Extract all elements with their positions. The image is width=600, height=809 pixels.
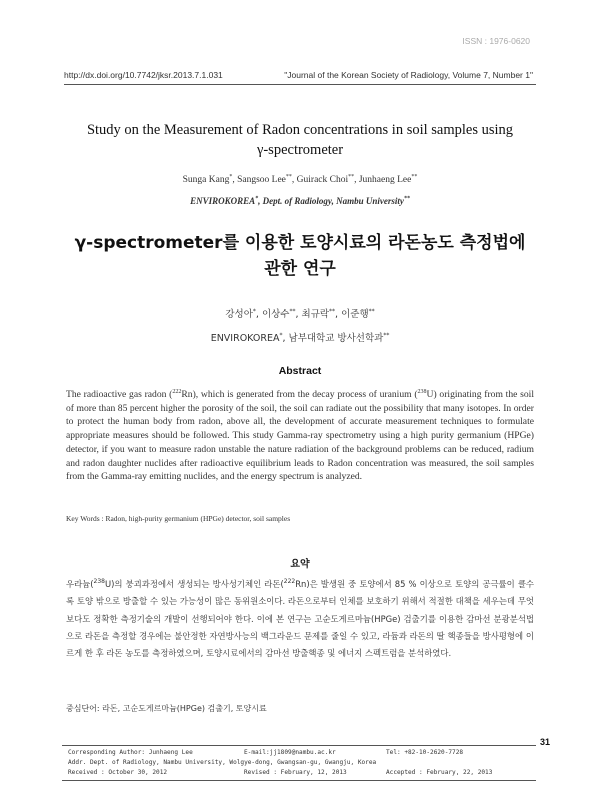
title-korean [64, 230, 536, 282]
journal-name: "Journal of the Korean Society of Radiology, Volume 7, Number 1" [284, 70, 533, 80]
author-ko-2-mark: ** [289, 307, 296, 315]
author-ko-4: 이준행 [341, 309, 369, 320]
correspondence-footer [62, 745, 536, 781]
keywords-label: Key Words : [66, 514, 104, 523]
author-ko-4-mark: ** [368, 307, 375, 315]
doi-link[interactable]: http://dx.doi.org/10.7742/jksr.2013.7.1.031 [64, 70, 223, 80]
abstract-body [66, 388, 534, 484]
accepted-date: Accepted : February, 22, 2013 [386, 769, 493, 776]
issn-label: ISSN : 1976-0620 [462, 36, 530, 46]
affiliation-ko-org-mark: * [279, 331, 283, 339]
title-english [64, 120, 536, 160]
authors-korean: 강성아*, 이상수**, 최규락**, 이준행** [225, 307, 375, 320]
korean-keywords [66, 703, 267, 714]
title-english-line2: γ-spectrometer [256, 142, 344, 158]
keywords [66, 514, 290, 523]
author-1: Sunga Kang [182, 175, 230, 185]
page-number: 31 [539, 737, 550, 747]
title-korean-line2: 관한 연구 [264, 259, 336, 279]
affiliation-ko-dept: 남부대학교 방사선학과 [288, 333, 384, 344]
author-2: Sangsoo Lee [237, 175, 286, 185]
author-email[interactable]: E-mail:jj1809@nambu.ac.kr [244, 749, 336, 756]
received-date: Received : October 30, 2012 [68, 769, 168, 776]
korean-abstract-body [66, 576, 534, 662]
author-ko-2: 이상수 [261, 309, 290, 320]
abstract-sup-radon: 222 [172, 388, 182, 395]
author-3-mark: ** [348, 173, 355, 180]
keywords-text: Radon, high-purity germanium (HPGe) detector, soil samples [105, 514, 291, 523]
affiliation-org: ENVIROKOREA [190, 196, 256, 206]
affiliation-dept: Dept. of Radiology, Nambu University [262, 196, 404, 206]
corresponding-author: Corresponding Author: Junhaeng Lee [68, 749, 193, 756]
revised-date: Revised : February, 12, 2013 [244, 769, 347, 776]
author-4: Junhaeng Lee [358, 175, 412, 185]
abstract-text-b: Rn), which is generated from the decay process of uranium ( [181, 389, 418, 400]
yoyak-sup-radon: 222 [283, 578, 296, 586]
yoyak-text-b: U)의 붕괴과정에서 생성되는 방사성기체인 라돈( [105, 579, 284, 589]
abstract-text-c: U) originating from the soil of more than 85 percent higher the porosity of the soil, the soil can radiate out the possibility that many isotopes. In order to protect the human body from radon, above all, the development of accurate measurement techniques to formulate appropriate measures should be followed. This study Gamma-ray spectrometry using a high purity germanium (HPGe) detector, if you want to measure radon unstable the nature radiation of the background problems can be reduced, radium and radon daughter nuclides after radioactive equilibrium leads to Radon concentration was measured, the soil samples from the Gamma-ray emitting nuclides, and the energy spectrum is analyzed. [66, 389, 535, 483]
korean-keywords-label: 중심단어: [66, 704, 100, 713]
title-korean-line1: γ-spectrometer를 이용한 토양시료의 라돈농도 측정법에 [74, 233, 526, 253]
yoyak-text-a: 우라늄( [66, 579, 94, 589]
affiliation-ko-dept-mark: ** [383, 331, 390, 339]
author-ko-3-mark: ** [329, 307, 336, 315]
abstract-sup-uranium: 238 [417, 388, 427, 395]
yoyak-text-c: Rn)은 발생원 중 토양에서 85 % 이상으로 토양의 공극률이 클수록 토양 밖으로 방출할 수 있는 가능성이 많은 동위원소이다. 라돈으로부터 인체를 보호하기 위해서 적절한 대책을 세우는데 무엇보다도 정확한 측정기술의 개발이 선행되어야 한다. 이에 본 연구는 고순도게르마늄(HPGe) 검출기를 이용한 감마선 분광분석법으로 라돈을 측정할 경우에는 불안정한 자연방사능의 백그라운드 문제를 줄일 수 있고, 라듐과 라돈의 딸 핵종들을 방사평형에 이르게 한 후 라돈 농도를 측정하였으며, 토양시료에서의 감마선 방출핵종 및 에너지 스펙트럼을 분석하였다. [66, 579, 535, 659]
author-3: Guirack Choi [296, 175, 349, 185]
affiliation-dept-mark: ** [403, 196, 410, 202]
authors-english: Sunga Kang*, Sangsoo Lee**, Guirack Choi**, Junhaeng Lee** [182, 173, 418, 185]
yoyak-sup-uranium: 238 [93, 578, 105, 586]
affiliation-ko-org: ENVIROKOREA [210, 333, 280, 344]
title-english-line1: Study on the Measurement of Radon concentrations in soil samples using [86, 122, 514, 138]
affiliation-org-mark: * [255, 196, 259, 202]
author-address: Addr. Dept. of Radiology, Nambu University, Wolgye-dong, Gwangsan-gu, Gwangju, Korea [68, 759, 377, 766]
author-ko-3: 최규락 [301, 309, 330, 320]
korean-keywords-text: 라돈, 고순도게르마늄(HPGe) 검출기, 토양시료 [102, 704, 267, 713]
affiliation-korean: ENVIROKOREA*, 남부대학교 방사선학과** [210, 331, 390, 344]
header-rule [64, 84, 536, 85]
author-2-mark: ** [285, 173, 292, 180]
author-ko-1-mark: * [252, 307, 256, 315]
abstract-heading: Abstract [278, 365, 322, 377]
affiliation-english: ENVIROKOREA*, Dept. of Radiology, Nambu University** [190, 196, 410, 206]
author-phone: Tel: +82-10-2620-7728 [386, 749, 464, 756]
abstract-text-a: The radioactive gas radon ( [66, 389, 173, 400]
author-4-mark: ** [411, 173, 418, 180]
korean-abstract-heading: 요약 [290, 559, 310, 570]
author-1-mark: * [229, 173, 233, 180]
author-ko-1: 강성아 [225, 309, 253, 320]
